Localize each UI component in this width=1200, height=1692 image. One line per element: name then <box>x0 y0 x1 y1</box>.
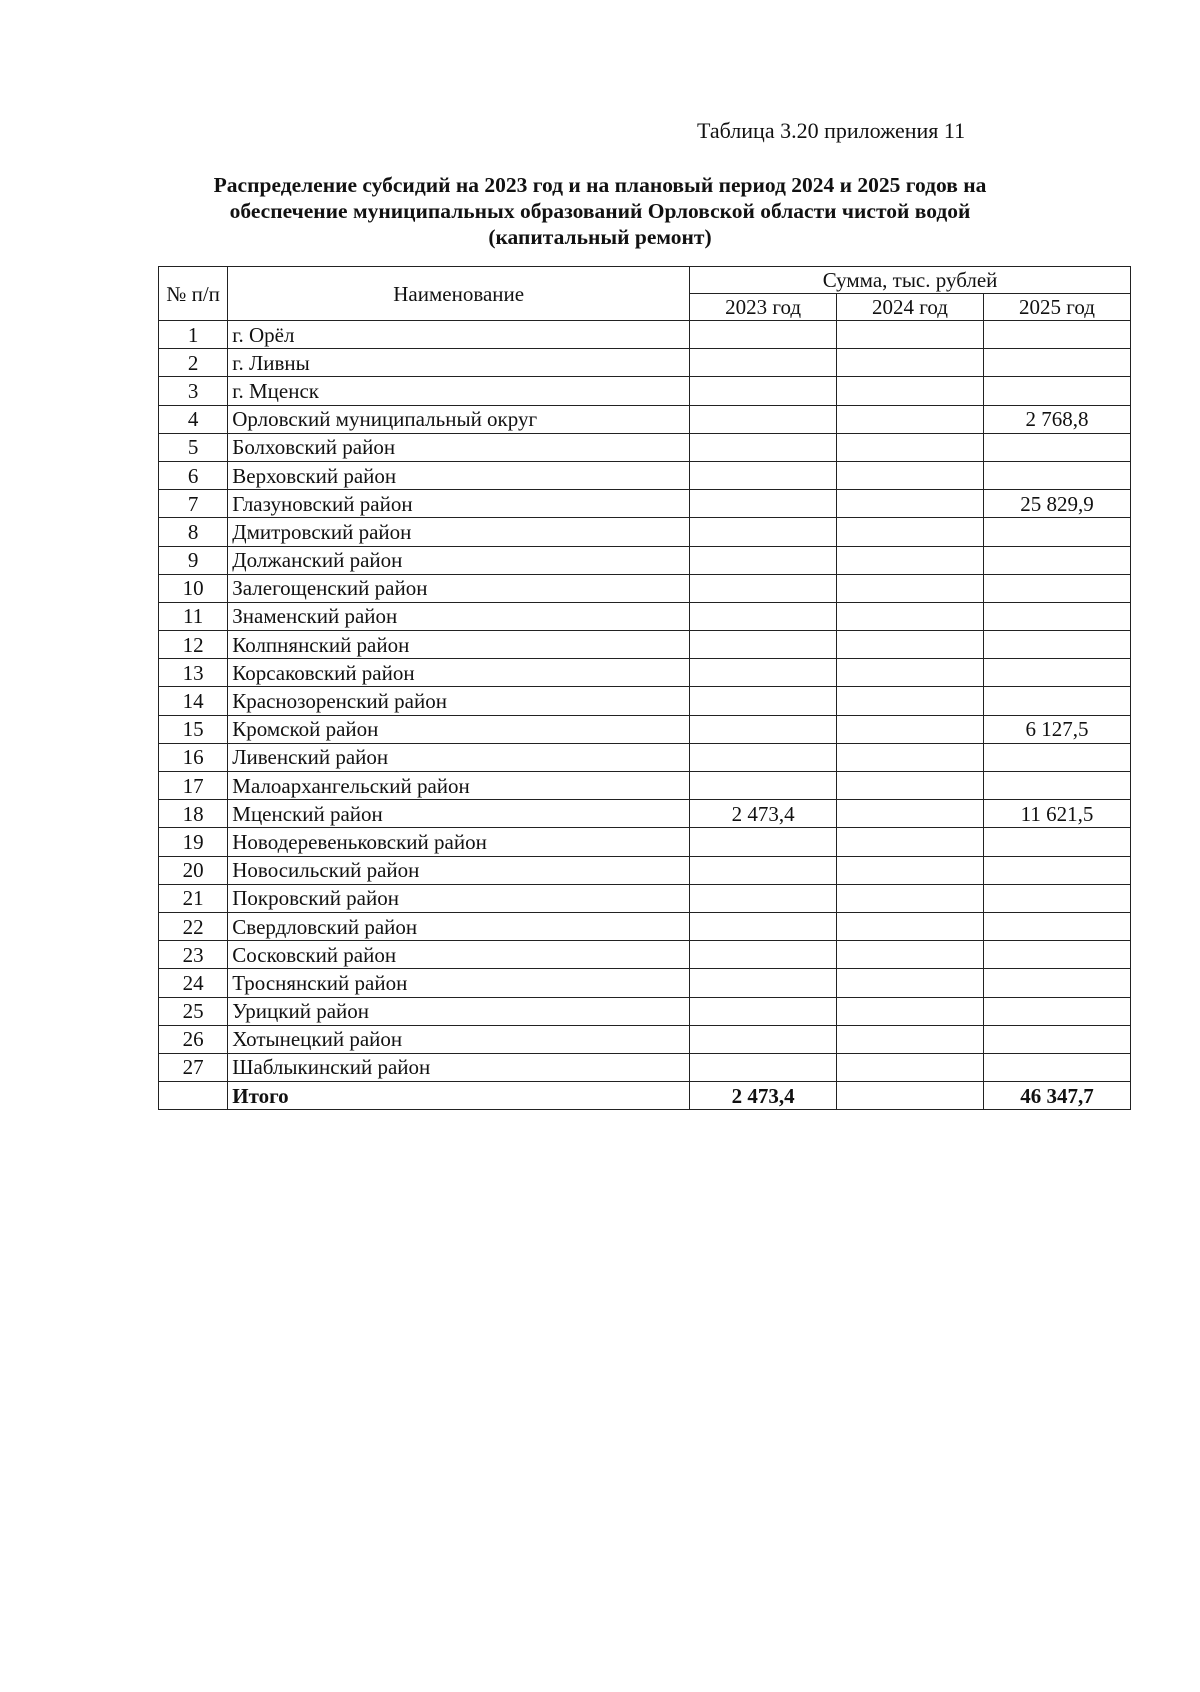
table-row <box>159 321 1131 349</box>
row-name: Сосковский район <box>228 941 690 969</box>
row-name: Покровский район <box>228 884 690 912</box>
table-row <box>159 969 1131 997</box>
row-value-2024 <box>837 574 984 602</box>
row-value-2023 <box>690 687 837 715</box>
header-year-2023: 2023 год <box>690 294 837 321</box>
table-row <box>159 1053 1131 1081</box>
table-row <box>159 574 1131 602</box>
row-number: 12 <box>159 631 228 659</box>
table-row <box>159 490 1131 518</box>
row-number: 2 <box>159 349 228 377</box>
row-value-2025 <box>983 574 1130 602</box>
row-value-2023 <box>690 546 837 574</box>
table-row <box>159 687 1131 715</box>
row-value-2023: 2 473,4 <box>690 800 837 828</box>
row-value-2023 <box>690 602 837 630</box>
row-number: 6 <box>159 461 228 489</box>
row-number: 4 <box>159 405 228 433</box>
total-row <box>159 1082 1131 1110</box>
row-name: Орловский муниципальный округ <box>228 405 690 433</box>
row-number: 14 <box>159 687 228 715</box>
row-value-2025: 25 829,9 <box>983 490 1130 518</box>
row-name: Ливенский район <box>228 743 690 771</box>
table-row <box>159 631 1131 659</box>
table-row <box>159 461 1131 489</box>
row-number: 18 <box>159 800 228 828</box>
row-value-2024 <box>837 828 984 856</box>
row-number: 17 <box>159 772 228 800</box>
table-header-row <box>159 267 1131 294</box>
row-value-2024 <box>837 1025 984 1053</box>
header-year-2024: 2024 год <box>837 294 984 321</box>
row-value-2025 <box>983 969 1130 997</box>
row-value-2025: 11 621,5 <box>983 800 1130 828</box>
table-row <box>159 856 1131 884</box>
header-name: Наименование <box>228 267 690 321</box>
row-number: 5 <box>159 433 228 461</box>
row-value-2023 <box>690 912 837 940</box>
row-name: г. Орёл <box>228 321 690 349</box>
row-value-2023 <box>690 969 837 997</box>
row-number: 10 <box>159 574 228 602</box>
row-value-2025 <box>983 856 1130 884</box>
row-name: Малоархангельский район <box>228 772 690 800</box>
row-number: 27 <box>159 1053 228 1081</box>
row-number: 26 <box>159 1025 228 1053</box>
row-value-2024 <box>837 800 984 828</box>
total-value-2024 <box>837 1082 984 1110</box>
row-value-2024 <box>837 687 984 715</box>
row-number: 24 <box>159 969 228 997</box>
row-value-2025 <box>983 433 1130 461</box>
table-row <box>159 772 1131 800</box>
row-value-2024 <box>837 377 984 405</box>
row-value-2024 <box>837 969 984 997</box>
row-value-2024 <box>837 659 984 687</box>
table-row <box>159 518 1131 546</box>
row-value-2024 <box>837 321 984 349</box>
title-line-3: (капитальный ремонт) <box>488 225 712 249</box>
row-value-2024 <box>837 546 984 574</box>
row-value-2023 <box>690 377 837 405</box>
row-value-2025 <box>983 1025 1130 1053</box>
row-value-2023 <box>690 461 837 489</box>
subsidy-table <box>158 266 1131 1110</box>
table-row <box>159 659 1131 687</box>
row-value-2025 <box>983 743 1130 771</box>
row-value-2024 <box>837 715 984 743</box>
table-row <box>159 433 1131 461</box>
row-value-2024 <box>837 941 984 969</box>
title-line-2: обеспечение муниципальных образований Орловской области чистой водой <box>229 199 971 223</box>
header-year-2025: 2025 год <box>983 294 1130 321</box>
row-value-2025 <box>983 659 1130 687</box>
table-row <box>159 602 1131 630</box>
row-value-2025 <box>983 321 1130 349</box>
row-name: Новодеревеньковский район <box>228 828 690 856</box>
row-value-2023 <box>690 490 837 518</box>
row-value-2023 <box>690 518 837 546</box>
row-value-2024 <box>837 602 984 630</box>
row-name: Верховский район <box>228 461 690 489</box>
row-name: Хотынецкий район <box>228 1025 690 1053</box>
row-value-2023 <box>690 405 837 433</box>
row-value-2024 <box>837 912 984 940</box>
row-value-2024 <box>837 433 984 461</box>
table-row <box>159 912 1131 940</box>
table-body <box>159 321 1131 1110</box>
row-value-2023 <box>690 321 837 349</box>
row-name: Свердловский район <box>228 912 690 940</box>
row-value-2025 <box>983 1053 1130 1081</box>
row-name: Знаменский район <box>228 602 690 630</box>
table-row <box>159 941 1131 969</box>
row-number: 21 <box>159 884 228 912</box>
row-value-2024 <box>837 631 984 659</box>
table-row <box>159 743 1131 771</box>
row-value-2024 <box>837 349 984 377</box>
table-row <box>159 1025 1131 1053</box>
table-row <box>159 405 1131 433</box>
table-row <box>159 884 1131 912</box>
row-value-2025: 2 768,8 <box>983 405 1130 433</box>
row-value-2025 <box>983 602 1130 630</box>
total-value-2025: 46 347,7 <box>983 1082 1130 1110</box>
row-value-2025 <box>983 884 1130 912</box>
row-value-2023 <box>690 941 837 969</box>
row-name: Глазуновский район <box>228 490 690 518</box>
row-value-2023 <box>690 715 837 743</box>
row-number: 9 <box>159 546 228 574</box>
row-number: 19 <box>159 828 228 856</box>
table-row <box>159 546 1131 574</box>
row-value-2025 <box>983 377 1130 405</box>
row-value-2023 <box>690 659 837 687</box>
row-number: 20 <box>159 856 228 884</box>
row-value-2025 <box>983 631 1130 659</box>
row-name: Мценский район <box>228 800 690 828</box>
row-value-2023 <box>690 743 837 771</box>
table-row <box>159 715 1131 743</box>
row-number: 13 <box>159 659 228 687</box>
row-value-2024 <box>837 1053 984 1081</box>
row-value-2025: 6 127,5 <box>983 715 1130 743</box>
row-value-2023 <box>690 1053 837 1081</box>
row-value-2023 <box>690 433 837 461</box>
row-number: 11 <box>159 602 228 630</box>
row-value-2024 <box>837 490 984 518</box>
row-value-2025 <box>983 912 1130 940</box>
row-value-2025 <box>983 546 1130 574</box>
row-value-2024 <box>837 772 984 800</box>
row-value-2023 <box>690 631 837 659</box>
row-value-2023 <box>690 884 837 912</box>
row-name: Должанский район <box>228 546 690 574</box>
row-name: Новосильский район <box>228 856 690 884</box>
table-row <box>159 800 1131 828</box>
row-name: Троснянский район <box>228 969 690 997</box>
table-row <box>159 828 1131 856</box>
row-value-2023 <box>690 349 837 377</box>
header-number: № п/п <box>159 267 228 321</box>
row-value-2024 <box>837 743 984 771</box>
document-title <box>150 172 1050 250</box>
row-number: 7 <box>159 490 228 518</box>
row-name: Колпнянский район <box>228 631 690 659</box>
row-number: 16 <box>159 743 228 771</box>
total-number <box>159 1082 228 1110</box>
total-label: Итого <box>228 1082 690 1110</box>
title-line-1: Распределение субсидий на 2023 год и на плановый период 2024 и 2025 годов на <box>213 173 987 197</box>
row-name: Дмитровский район <box>228 518 690 546</box>
row-number: 8 <box>159 518 228 546</box>
row-value-2025 <box>983 828 1130 856</box>
row-value-2024 <box>837 997 984 1025</box>
row-name: Болховский район <box>228 433 690 461</box>
row-number: 23 <box>159 941 228 969</box>
header-sum-group: Сумма, тыс. рублей <box>690 267 1131 294</box>
row-value-2024 <box>837 856 984 884</box>
row-number: 25 <box>159 997 228 1025</box>
row-value-2025 <box>983 941 1130 969</box>
row-value-2023 <box>690 828 837 856</box>
row-number: 3 <box>159 377 228 405</box>
row-number: 15 <box>159 715 228 743</box>
row-value-2025 <box>983 349 1130 377</box>
row-value-2024 <box>837 884 984 912</box>
row-value-2023 <box>690 1025 837 1053</box>
row-value-2023 <box>690 772 837 800</box>
table-row <box>159 349 1131 377</box>
row-value-2025 <box>983 518 1130 546</box>
row-value-2025 <box>983 772 1130 800</box>
row-name: Краснозоренский район <box>228 687 690 715</box>
row-value-2023 <box>690 574 837 602</box>
row-value-2024 <box>837 461 984 489</box>
row-value-2024 <box>837 405 984 433</box>
row-value-2025 <box>983 687 1130 715</box>
row-value-2023 <box>690 997 837 1025</box>
row-name: г. Ливны <box>228 349 690 377</box>
row-name: Кромской район <box>228 715 690 743</box>
row-name: Корсаковский район <box>228 659 690 687</box>
row-name: г. Мценск <box>228 377 690 405</box>
row-number: 22 <box>159 912 228 940</box>
row-value-2025 <box>983 997 1130 1025</box>
table-row <box>159 997 1131 1025</box>
appendix-reference: Таблица 3.20 приложения 11 <box>697 118 966 143</box>
row-value-2023 <box>690 856 837 884</box>
row-value-2025 <box>983 461 1130 489</box>
row-value-2024 <box>837 518 984 546</box>
row-number: 1 <box>159 321 228 349</box>
total-value-2023: 2 473,4 <box>690 1082 837 1110</box>
row-name: Шаблыкинский район <box>228 1053 690 1081</box>
row-name: Урицкий район <box>228 997 690 1025</box>
row-name: Залегощенский район <box>228 574 690 602</box>
table-row <box>159 377 1131 405</box>
